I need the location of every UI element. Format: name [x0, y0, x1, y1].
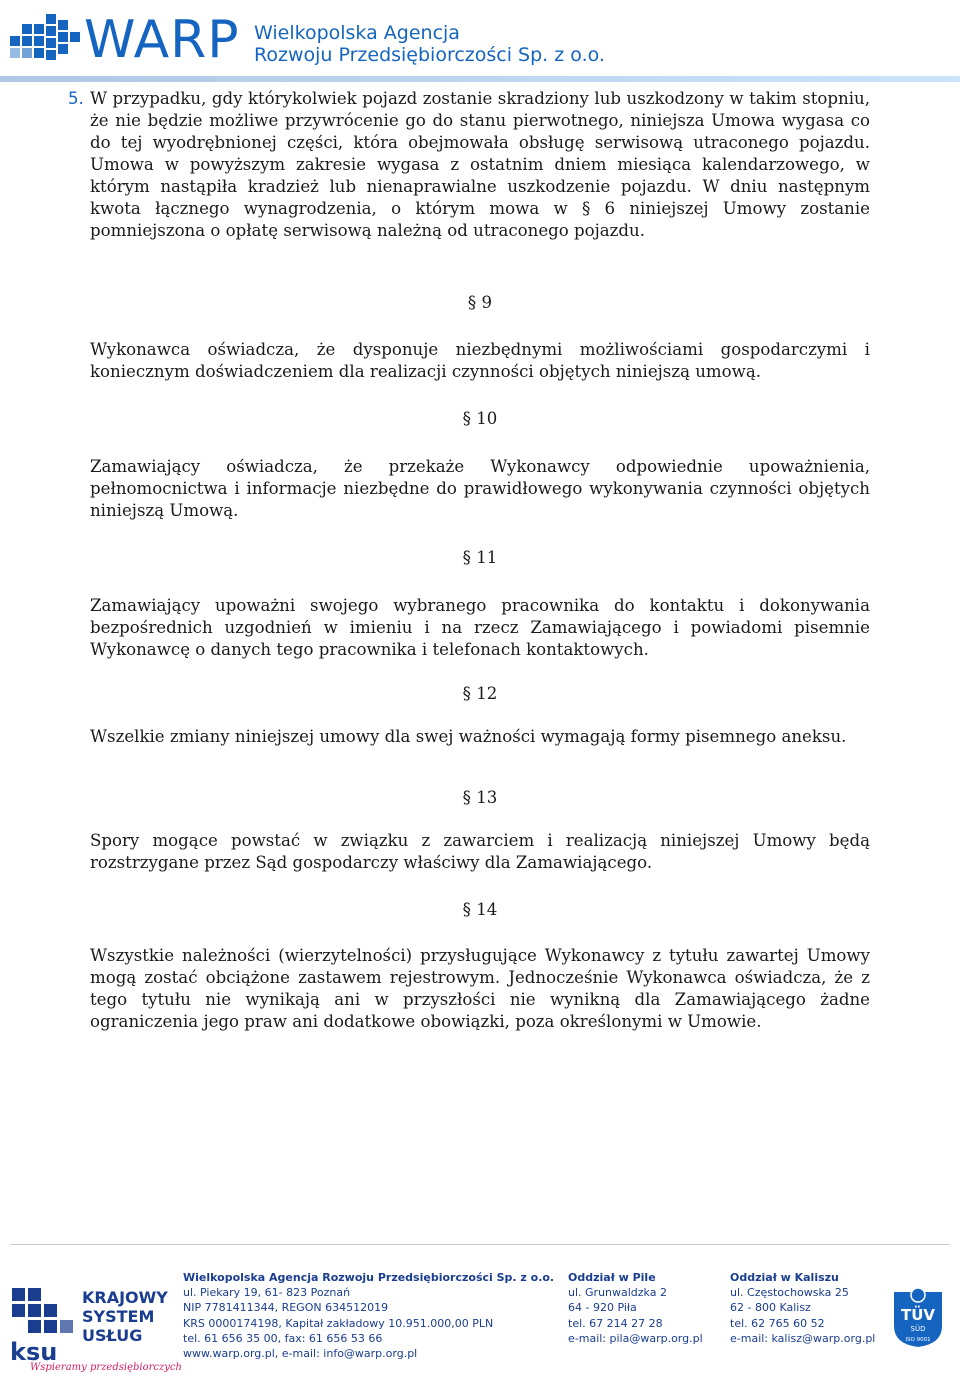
section-heading-12: § 12	[462, 684, 498, 703]
section-text-13: Spory mogące powstać w związku z zawarciem i realizacją niniejszej Umowy będą rozstrzygane przez Sąd gospodarczy właściwy dla Zamawiającego.	[90, 831, 870, 872]
ksu-short-label: ksu	[10, 1338, 58, 1366]
ksu-emblem-icon	[10, 1288, 74, 1368]
footer-col2-line: 64 - 920 Piła	[568, 1301, 637, 1315]
section-text-10: Zamawiający oświadcza, że przekaże Wykonawcy odpowiednie upoważnienia, pełnomocnictwa i informacje niezbędne do prawidłowego wykonywania czynności objętych niniejszą Umową.	[90, 457, 870, 520]
footer-col3-line: tel. 62 765 60 52	[730, 1316, 825, 1330]
footer-col3-line: 62 - 800 Kalisz	[730, 1301, 811, 1315]
footer-col3-email[interactable]: e-mail: kalisz@warp.org.pl	[730, 1331, 876, 1345]
paragraph-text: W przypadku, gdy którykolwiek pojazd zostanie skradziony lub uszkodzony w takim stopniu, że nie będzie możliwe przywrócenie go do stanu pierwotnego, niniejsza Umowa wygasa co do tej wyodrębnionej części, która obejmowała obsługę serwisową utraconego pojazdu. Umowa w powyższym zakresie wygasa z ostatnim dniem miesiąca kalendarzowego, w którym nastąpiła kradzież lub nienaprawialne uszkodzenie pojazdu. W dniu następnym kwota łącznego wynagrodzenia, o którym mowa w § 6 niniejszej Umowy zostanie pomniejszona o opłatę serwisową należną od utraconego pojazdu.	[90, 89, 870, 240]
footer-col2-email[interactable]: e-mail: pila@warp.org.pl	[568, 1331, 703, 1345]
footer-col-headquarters	[183, 1270, 554, 1361]
tuv-certificate-icon	[888, 1286, 948, 1348]
header-divider	[0, 76, 960, 82]
logo-subtitle	[254, 22, 605, 66]
footer-col2-line: tel. 67 214 27 28	[568, 1316, 663, 1330]
warp-logo-squares-icon	[10, 14, 80, 66]
footer-col1-link[interactable]: www.warp.org.pl, e-mail: info@warp.org.pl	[183, 1347, 418, 1361]
paragraph-5	[68, 88, 870, 242]
section-text-12: Wszelkie zmiany niniejszej umowy dla swej ważności wymagają formy pisemnego aneksu.	[90, 727, 847, 746]
footer-col1-line: NIP 7781411344, REGON 634512019	[183, 1301, 389, 1315]
footer-col1-line: ul. Piekary 19, 61- 823 Poznań	[183, 1286, 351, 1300]
page-footer	[0, 1250, 960, 1390]
ksu-logo	[10, 1278, 182, 1378]
section-text-11: Zamawiający upoważni swojego wybranego pracownika do kontaktu i dokonywania bezpośrednich uzgodnień w imieniu i na rzecz Zamawiającego i powiadomi pisemnie Wykonawcę o danych tego pracownika i telefonach kontaktowych.	[90, 596, 870, 659]
footer-col1-title: Wielkopolska Agencja Rozwoju Przedsiębiorczości Sp. z o.o.	[183, 1271, 555, 1284]
footer-col-pila	[568, 1270, 703, 1346]
section-heading-11: § 11	[462, 548, 498, 567]
footer-col2-title: Oddział w Pile	[568, 1271, 656, 1284]
ksu-name	[82, 1288, 168, 1345]
section-text-14: Wszystkie należności (wierzytelności) przysługujące Wykonawcy z tytułu zawartej Umowy mogą zostać obciążone zastawem rejestrowym. Jednocześnie Wykonawca oświadcza, że z tego tytułu nie wynikają ani w przyszłości nie wynikną dla Zamawiającego żadne ograniczenia jego praw ani dodatkowe obowiązki, poza określonymi w Umowie.	[90, 946, 870, 1031]
footer-col2-line: ul. Grunwaldzka 2	[568, 1286, 667, 1300]
tuv-label: TÜV	[900, 1306, 936, 1324]
paragraph-number: 5.	[68, 89, 84, 108]
ksu-tagline: Wspieramy przedsiębiorczych	[30, 1362, 182, 1373]
footer-divider	[10, 1244, 950, 1245]
footer-col1-line: tel. 61 656 35 00, fax: 61 656 53 66	[183, 1331, 383, 1345]
footer-col1-line: KRS 0000174198, Kapitał zakładowy 10.951.000,00 PLN	[183, 1316, 494, 1330]
tuv-sub-label: SÜD	[910, 1325, 926, 1333]
section-text-9: Wykonawca oświadcza, że dysponuje niezbędnymi możliwościami gospodarczymi i koniecznym doświadczeniem dla realizacji czynności objętych niniejszą umową.	[90, 340, 870, 381]
ksu-line2: SYSTEM	[82, 1307, 155, 1326]
section-heading-10: § 10	[462, 409, 498, 428]
logo-subtitle-line2: Rozwoju Przedsiębiorczości Sp. z o.o.	[254, 44, 605, 66]
section-heading-13: § 13	[462, 788, 498, 807]
logo-wordmark: WARP	[84, 10, 240, 70]
logo-subtitle-line1: Wielkopolska Agencja	[254, 22, 460, 44]
page-header	[0, 0, 960, 82]
ksu-line3: USŁUG	[82, 1326, 143, 1345]
footer-col3-line: ul. Częstochowska 25	[730, 1286, 849, 1300]
footer-col3-title: Oddział w Kaliszu	[730, 1271, 839, 1284]
tuv-iso-label: ISO 9001	[905, 1337, 931, 1343]
section-heading-9: § 9	[467, 293, 493, 312]
ksu-line1: KRAJOWY	[82, 1288, 168, 1307]
section-heading-14: § 14	[462, 900, 498, 919]
footer-col-kalisz	[730, 1270, 875, 1346]
